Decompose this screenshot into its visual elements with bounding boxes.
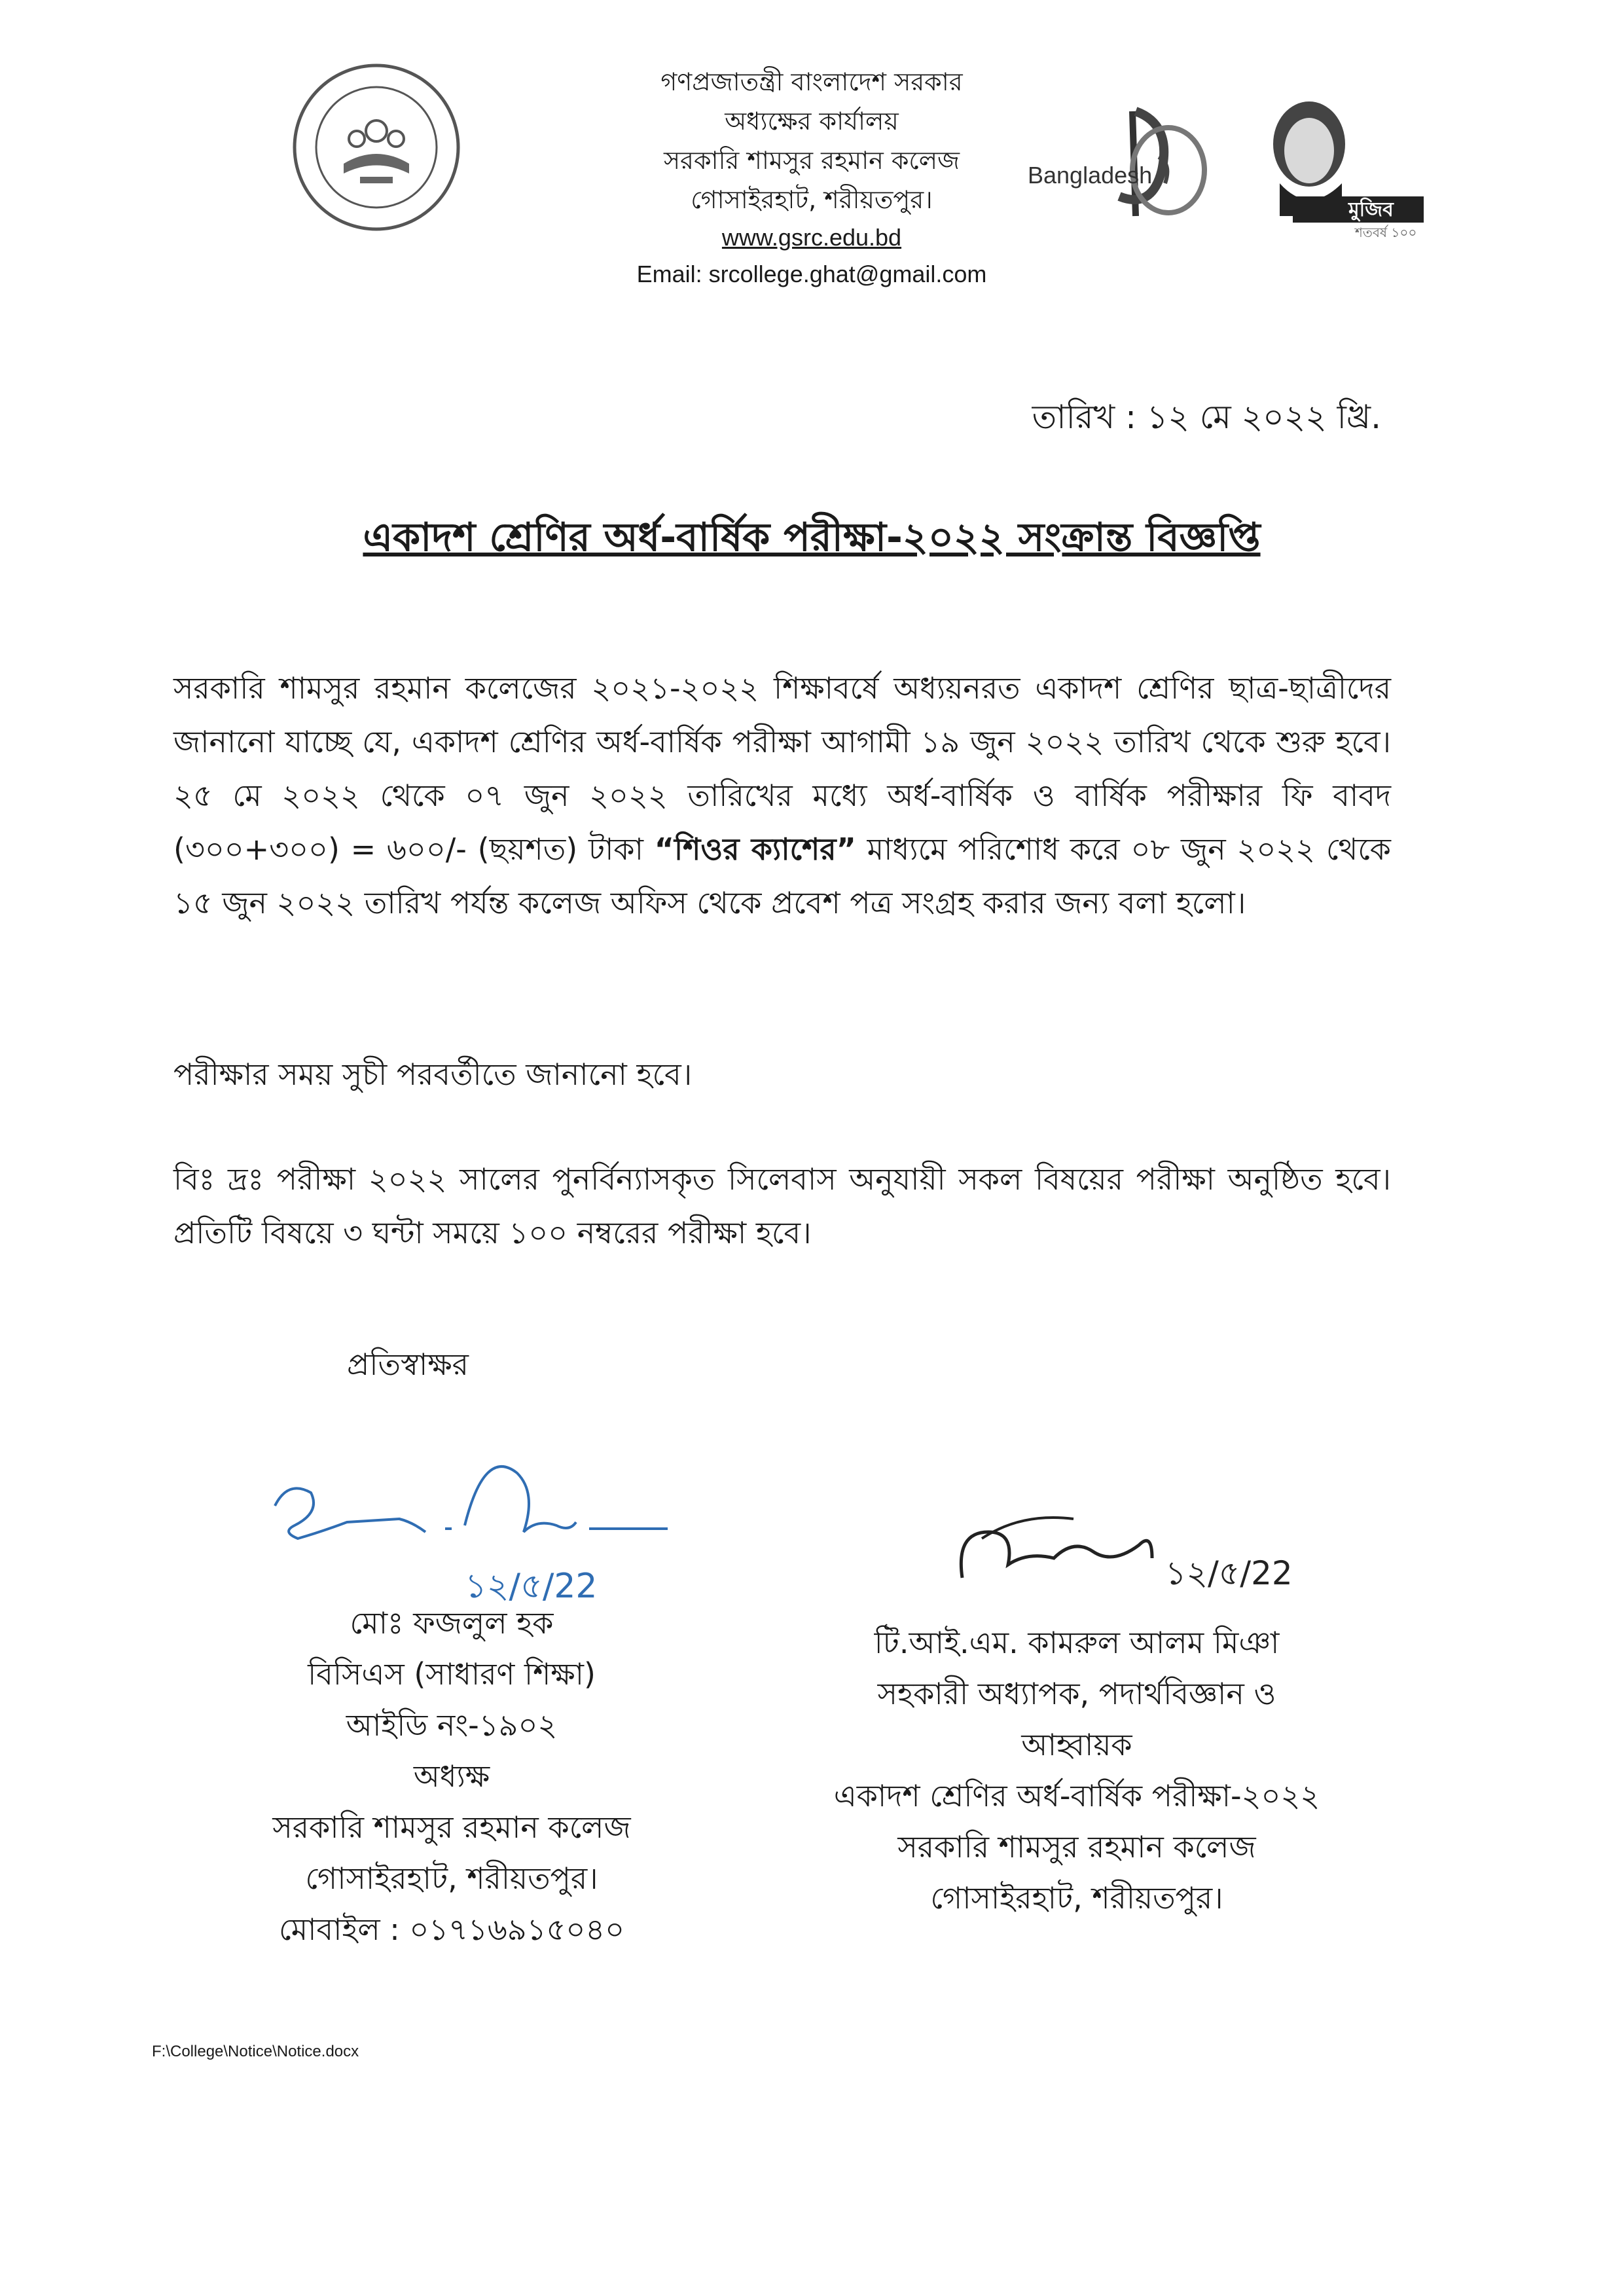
schedule-note: পরীক্ষার সময় সুচী পরবর্তীতে জানানো হবে। (173, 1057, 693, 1092)
notice-title: একাদশ শ্রেণির অর্ধ-বার্ষিক পরীক্ষা-২০২২ সংক্রান্ত বিজ্ঞপ্তি (363, 515, 1261, 560)
website-link[interactable]: www.gsrc.edu.bd (721, 224, 902, 251)
payment-method: “শিওর ক্যাশের” (654, 831, 856, 867)
college-address: গোসাইরহাট, শরীয়তপুর। (691, 185, 933, 214)
principal-college: সরকারি শামসুর রহমান কলেজ (272, 1810, 631, 1845)
convener-sign-date: ১২/৫/22 (1165, 1554, 1293, 1592)
notice-date: তারিখ : ১২ মে ২০২২ খ্রি. (1032, 398, 1381, 436)
government-name: গণপ্রজাতন্ত্রী বাংলাদেশ সরকার (660, 67, 963, 96)
convener-name: টি.আই.এম. কামরুল আলম মিঞা (874, 1625, 1280, 1660)
notice-body (173, 661, 1391, 930)
convener-signature (943, 1493, 1414, 1624)
svg-text:শতবর্ষ ১০০: শতবর্ষ ১০০ (1355, 225, 1417, 240)
convener-committee: একাদশ শ্রেণির অর্ধ-বার্ষিক পরীক্ষা-২০২২ (833, 1778, 1320, 1813)
notice-body-part2: মাধ্যমে পরিশোধ করে ০৮ জুন ২০২২ থেকে ১৫ জুন ২০২২ তারিখ পর্যন্ত কলেজ অফিস থেকে প্রবেশ পত্র সংগ্রহ করার জন্য বলা হলো। (173, 831, 1391, 920)
principal-block (196, 1597, 707, 1955)
nota-bene: বিঃ দ্রঃ পরীক্ষা ২০২২ সালের পুনর্বিন্যাসকৃত সিলেবাস অনুযায়ী সকল বিষয়ের পরীক্ষা অনুষ্ঠিত হবে। প্রতিটি বিষয়ে ৩ ঘন্টা সময়ে ১০০ নম্বরের পরীক্ষা হবে। (173, 1161, 1391, 1250)
principal-id: আইডি নং-১৯০২ (346, 1707, 558, 1743)
principal-name: মোঃ ফজলুল হক (350, 1605, 554, 1641)
file-path: F:\College\Notice\Notice.docx (152, 2043, 359, 2060)
bangladesh-50-logo (1021, 98, 1218, 229)
convener-designation: সহকারী অধ্যাপক, পদার্থবিজ্ঞান ও (877, 1676, 1276, 1711)
mujib-100-logo (1257, 85, 1434, 242)
convener-college: সরকারি শামসুর রহমান কলেজ (897, 1829, 1256, 1865)
notice-body-part1: সরকারি শামসুর রহমান কলেজের ২০২১-২০২২ শিক্ষাবর্ষে অধ্যয়নরত একাদশ শ্রেণির ছাত্র-ছাত্রীদের জানানো যাচ্ছে যে, একাদশ শ্রেণির অর্ধ-বার্ষিক পরীক্ষা আগামী ১৯ জুন ২০২২ তারিখ থেকে শুরু হবে। ২৫ মে ২০২২ থেকে ০৭ জুন ২০২২ তারিখের মধ্যে অর্ধ-বার্ষিক ও বার্ষিক পরীক্ষার ফি বাবদ (৩০০+৩০০) = ৬০০/- (ছয়শত) টাকা (173, 670, 1391, 867)
college-name: সরকারি শামসুর রহমান কলেজ (663, 146, 960, 175)
countersign-label: প্রতিস্বাক্ষর (347, 1347, 469, 1382)
principal-service: বিসিএস (সাধারণ শিক্ষা) (308, 1656, 596, 1692)
college-seal-logo (281, 59, 471, 236)
principal-mobile: মোবাইল : ০১৭১৬৯১৫০৪০ (278, 1912, 625, 1947)
svg-text:মুজিব: মুজিব (1348, 198, 1394, 221)
convener-block (740, 1617, 1414, 1923)
principal-address: গোসাইরহাট, শরীয়তপুর। (305, 1861, 598, 1896)
bangladesh-50-label: Bangladesh (1028, 162, 1153, 189)
email-address: Email: srcollege.ghat@gmail.com (636, 261, 987, 287)
principal-sign-date: ১২/৫/22 (465, 1567, 598, 1606)
principal-designation: অধ্যক্ষ (413, 1758, 490, 1794)
convener-address: গোসাইরহাট, শরীয়তপুর। (930, 1880, 1223, 1916)
office-name: অধ্যক্ষের কার্যালয় (725, 107, 899, 136)
convener-role: আহ্বায়ক (1021, 1727, 1132, 1762)
